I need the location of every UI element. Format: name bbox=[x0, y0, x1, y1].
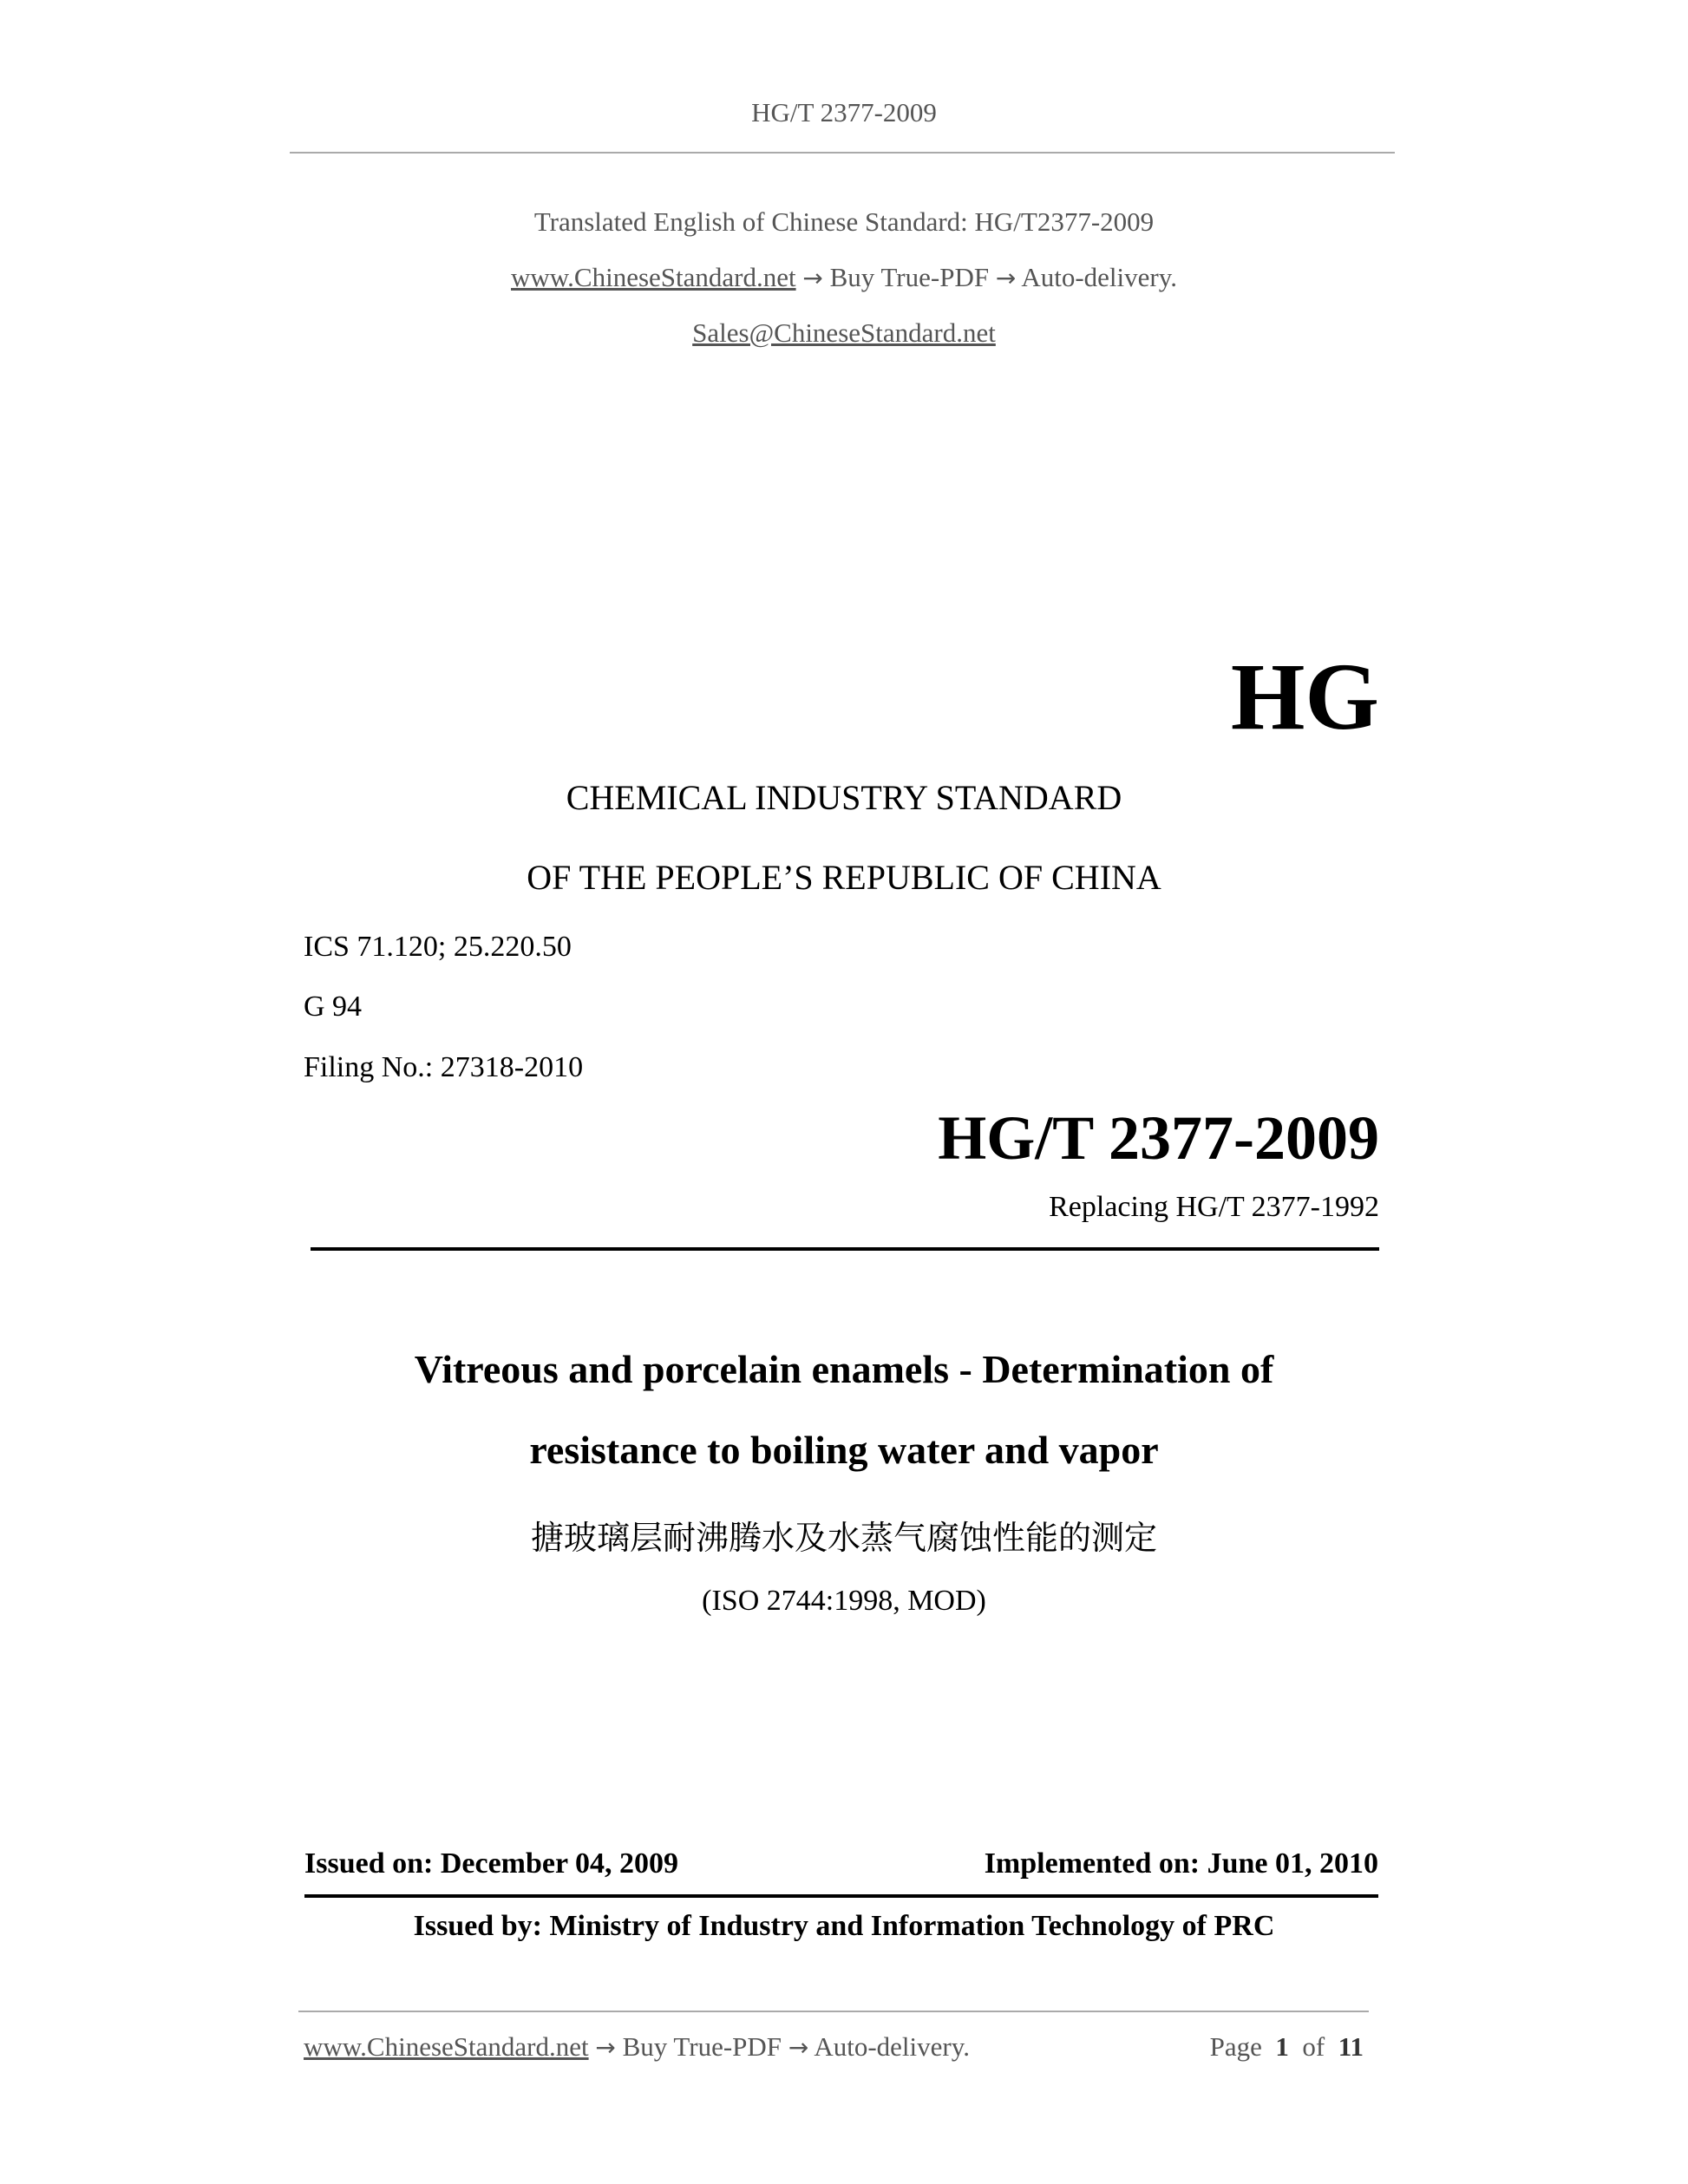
email-link[interactable]: Sales@ChineseStandard.net bbox=[692, 317, 996, 348]
standard-category-line2: OF THE PEOPLE’S REPUBLIC OF CHINA bbox=[527, 858, 1161, 897]
footer-divider bbox=[298, 2011, 1369, 2012]
document-title-line1: Vitreous and porcelain enamels - Determination of bbox=[414, 1347, 1274, 1391]
page-current: 1 bbox=[1275, 2031, 1289, 2062]
purchase-line bbox=[0, 262, 1688, 293]
issued-by: Issued by: Ministry of Industry and Information Technology of PRC bbox=[413, 1910, 1275, 1942]
issued-on: Issued on: December 04, 2009 bbox=[304, 1847, 678, 1880]
replacing-note: Replacing HG/T 2377-1992 bbox=[1049, 1191, 1379, 1223]
email-line bbox=[0, 317, 1688, 349]
ics-code: ICS 71.120; 25.220.50 bbox=[304, 931, 572, 963]
standard-number: HG/T 2377-2009 bbox=[938, 1103, 1379, 1173]
footer-delivery-text: Auto-delivery. bbox=[814, 2031, 970, 2062]
ccs-code: G 94 bbox=[304, 991, 363, 1023]
of-label: of bbox=[1302, 2031, 1325, 2062]
page-label: Page bbox=[1209, 2031, 1262, 2062]
header-divider bbox=[290, 152, 1395, 154]
buy-text: Buy True-PDF bbox=[829, 262, 990, 292]
standard-mark: HG bbox=[1230, 644, 1379, 749]
site-link[interactable]: www.ChineseStandard.net bbox=[511, 262, 796, 292]
dates-divider bbox=[304, 1894, 1378, 1898]
arrow-right-icon: → bbox=[788, 2033, 809, 2062]
filing-number: Filing No.: 27318-2010 bbox=[304, 1051, 584, 1083]
arrow-right-icon: → bbox=[802, 264, 823, 292]
running-header: HG/T 2377-2009 bbox=[751, 97, 937, 128]
footer-buy-text: Buy True-PDF bbox=[622, 2031, 782, 2062]
footer-purchase-line bbox=[304, 2031, 970, 2063]
page-indicator bbox=[1210, 2031, 1364, 2063]
document-title-chinese: 搪玻璃层耐沸腾水及水蒸气腐蚀性能的测定 bbox=[530, 1519, 1157, 1557]
arrow-right-icon: → bbox=[995, 264, 1017, 292]
standard-category-line1: CHEMICAL INDUSTRY STANDARD bbox=[566, 778, 1122, 817]
implemented-on: Implemented on: June 01, 2010 bbox=[984, 1847, 1378, 1880]
adoption-note: (ISO 2744:1998, MOD) bbox=[702, 1585, 986, 1617]
translation-notice: Translated English of Chinese Standard: HG/T2377-2009 bbox=[533, 206, 1155, 237]
document-title-line2: resistance to boiling water and vapor bbox=[529, 1428, 1159, 1472]
page-total: 11 bbox=[1338, 2031, 1364, 2062]
footer-site-link[interactable]: www.ChineseStandard.net bbox=[304, 2031, 589, 2062]
delivery-text: Auto-delivery. bbox=[1021, 262, 1177, 292]
arrow-right-icon: → bbox=[595, 2033, 616, 2062]
title-divider bbox=[311, 1247, 1379, 1251]
